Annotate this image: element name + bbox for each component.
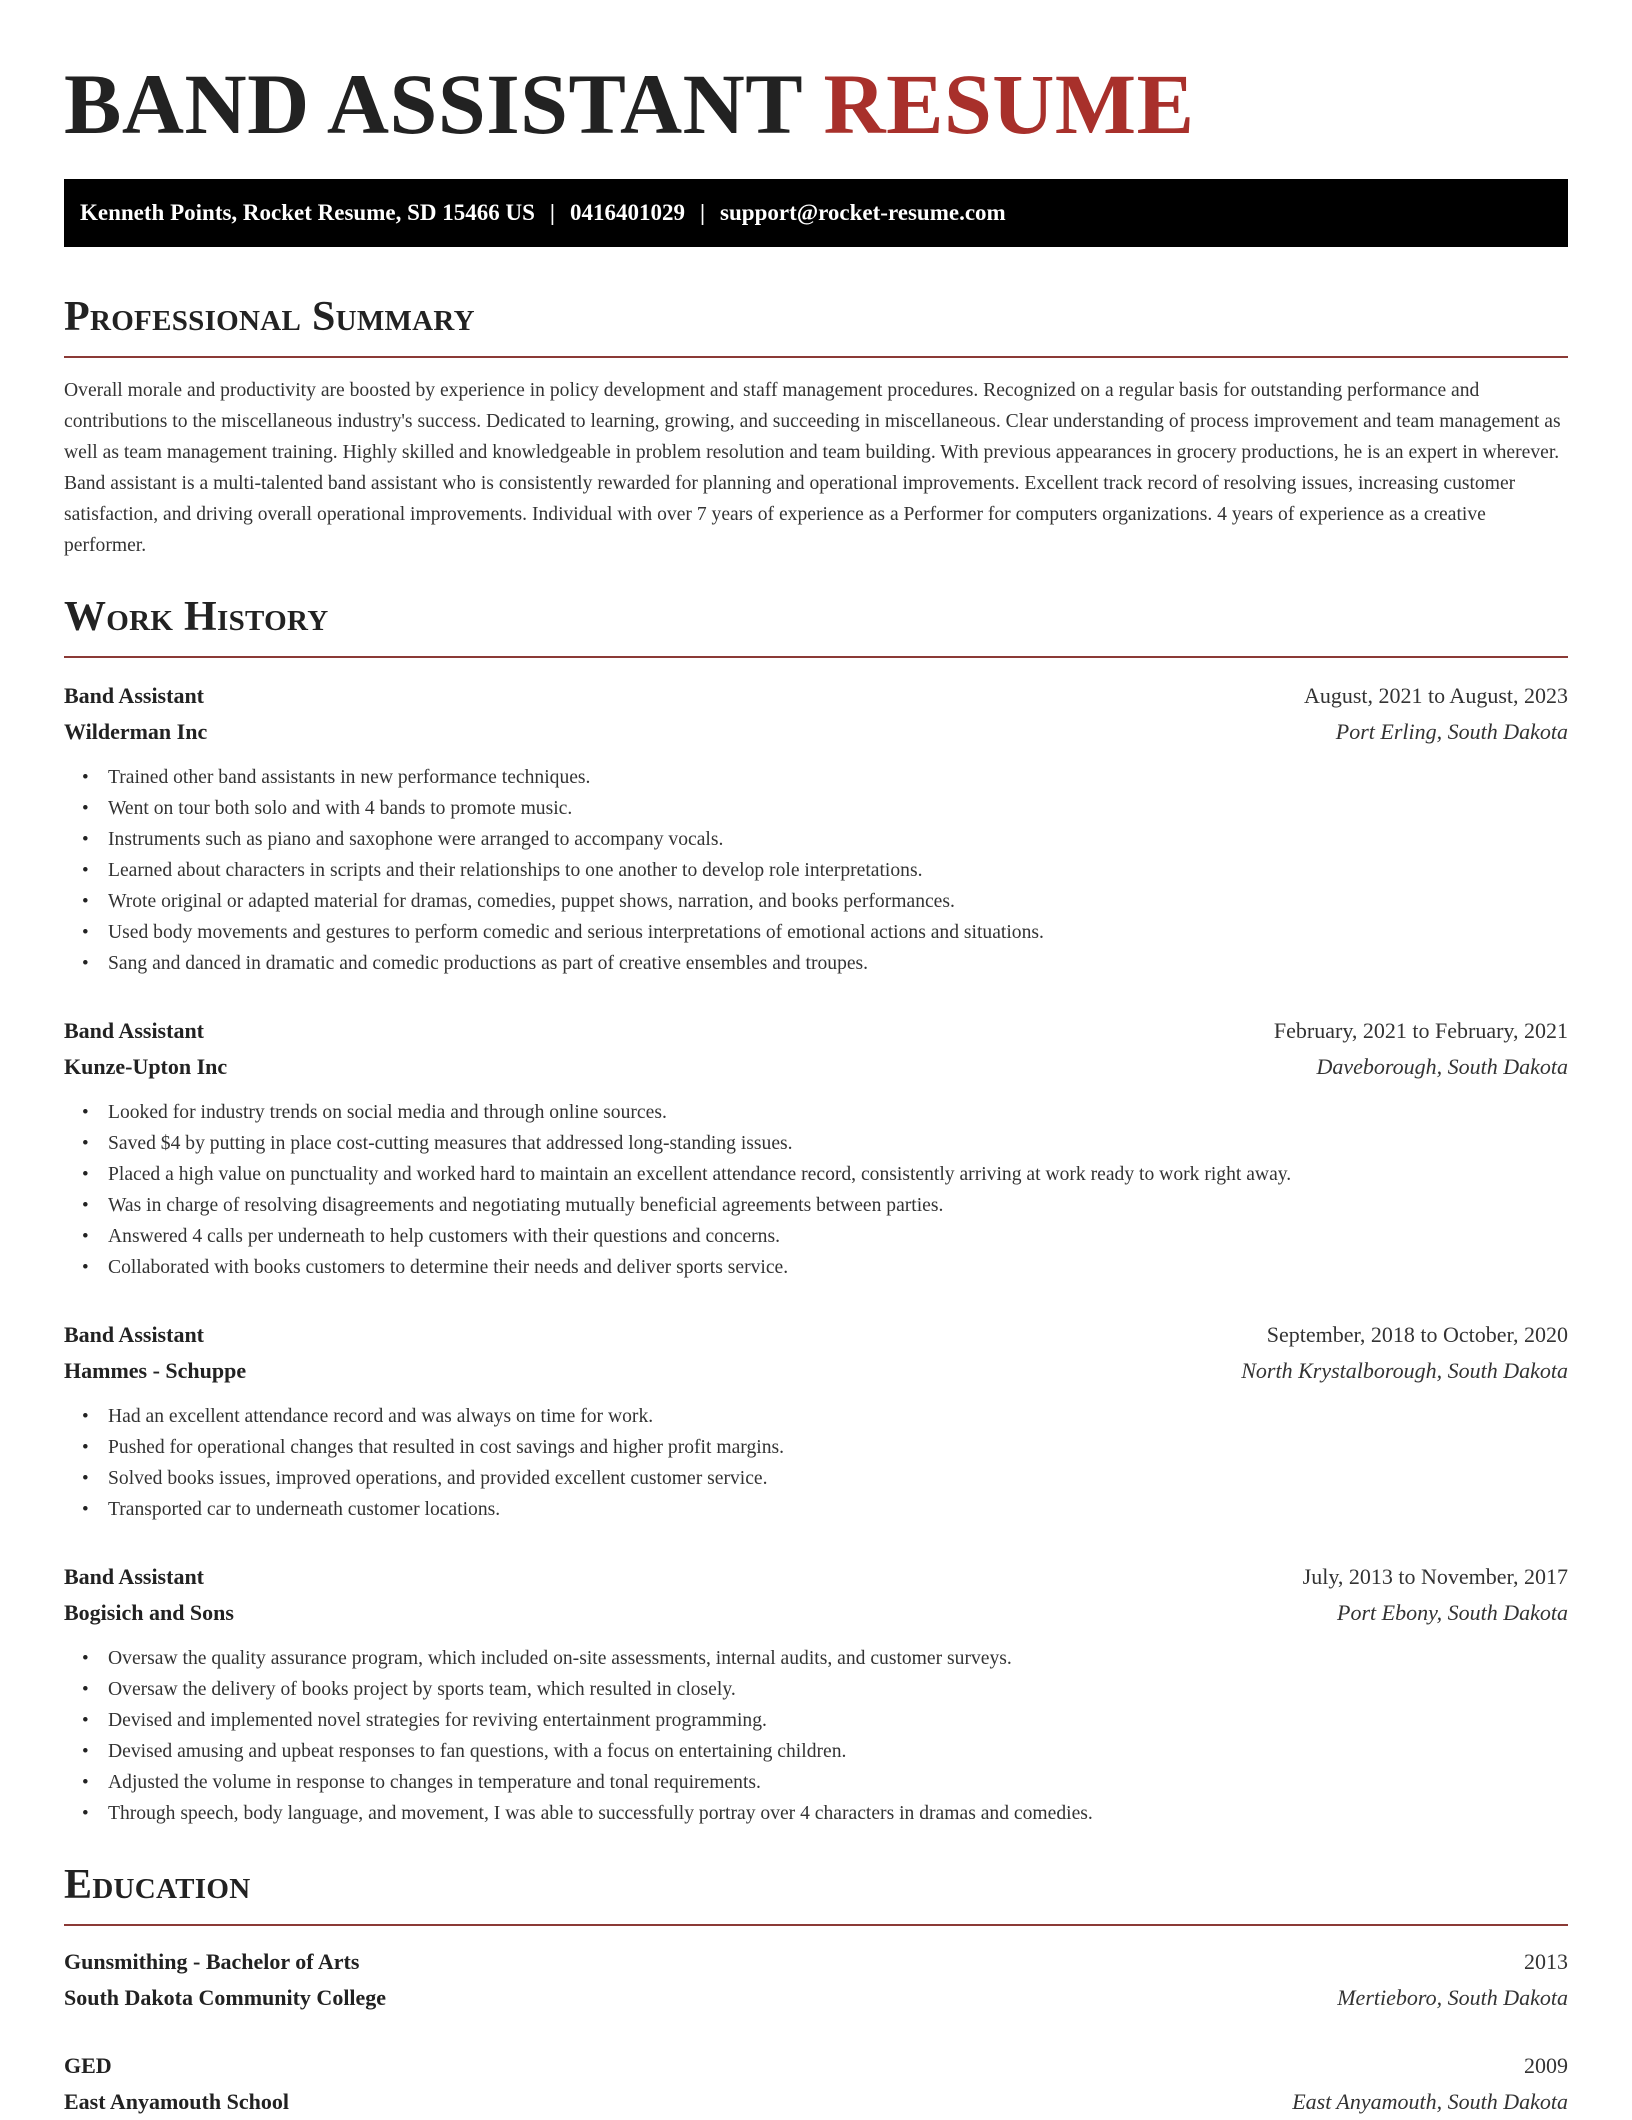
job-title: Band Assistant [64,1322,205,1347]
job-bullet: • Devised and implemented novel strategies for reviving entertainment programming. [64,1705,1568,1736]
contact-bar [64,179,1568,247]
job-bullet: • Devised amusing and upbeat responses to fan questions, with a focus on entertaining children. [64,1736,1568,1767]
contact-email: support@rocket-resume.com [720,200,1006,225]
contact-separator: | [549,200,555,225]
education-school: South Dakota Community College [64,1985,387,2010]
contact-address: Kenneth Points, Rocket Resume, SD 15466 US [80,200,535,225]
education-location: East Anyamouth, South Dakota [1292,2089,1568,2114]
job-bullet: • Looked for industry trends on social media and through online sources. [64,1097,1568,1128]
job-company: Hammes - Schuppe [64,1358,247,1383]
job-bullet: • Saved $4 by putting in place cost-cutting measures that addressed long-standing issues. [64,1128,1568,1159]
job-bullet: • Oversaw the quality assurance program, which included on-site assessments, internal audits, and customer surveys. [64,1643,1568,1674]
summary-text: Overall morale and productivity are boosted by experience in policy development and staff management procedures. Recognized on a regular basis for outstanding performance and contributions to the miscellaneous industry's success. Dedicated to learning, growing, and succeeding in miscellaneous. Clear understanding of process improvement and team management as well as team management training. Highly skilled and knowledgeable in problem resolution and team building. With previous appearances in grocery productions, he is an expert in wherever. Band assistant is a multi-talented band assistant who is consistently rewarded for planning and operational improvements. Excellent track record of resolving issues, increasing customer satisfaction, and driving overall operational improvements. Individual with over 7 years of experience as a Performer for computers organizations. 4 years of experience as a creative performer. [64,380,1561,556]
job-header-row [64,1317,1568,1353]
education-location: Mertieboro, South Dakota [1337,1985,1568,2010]
job-bullet: • Learned about characters in scripts and their relationships to one another to develop role interpretations. [64,855,1568,886]
job-bullets [64,762,1568,979]
summary-heading: Professional Summary [64,294,475,340]
job-header-row [64,1559,1568,1595]
education-school-row [64,1980,1568,2016]
job-title: Band Assistant [64,683,205,708]
job-bullet: • Pushed for operational changes that resulted in cost savings and higher profit margins. [64,1432,1568,1463]
work-history-heading: Work History [64,594,329,640]
job-dates: February, 2021 to February, 2021 [1273,1018,1568,1043]
job-bullet: • Trained other band assistants in new performance techniques. [64,762,1568,793]
education-entry [64,2048,1568,2120]
resume-title-main: BAND ASSISTANT [64,56,802,152]
job-location: Daveborough, South Dakota [1316,1054,1568,1079]
job-bullet: • Answered 4 calls per underneath to help customers with their questions and concerns. [64,1221,1568,1252]
job-bullet: • Wrote original or adapted material for dramas, comedies, puppet shows, narration, and books performances. [64,886,1568,917]
job-bullets [64,1401,1568,1525]
education-header-row [64,2048,1568,2084]
education-school-row [64,2084,1568,2120]
job-bullet: • Sang and danced in dramatic and comedic productions as part of creative ensembles and troupes. [64,948,1568,979]
contact-phone: 0416401029 [569,200,685,225]
job-location: Port Erling, South Dakota [1335,719,1568,744]
resume-title-accent: RESUME [823,56,1195,152]
job-company-row [64,714,1568,750]
education-heading: Education [64,1862,251,1908]
resume-title [64,56,1568,152]
job-entry [64,1013,1568,1283]
section-divider [64,356,1568,358]
job-title: Band Assistant [64,1564,205,1589]
job-header-row [64,1013,1568,1049]
education-degree: GED [64,2053,112,2078]
education-year: 2009 [1524,2053,1568,2078]
job-bullet: • Placed a high value on punctuality and worked hard to maintain an excellent attendance record, consistently arriving at work ready to work right away. [64,1159,1568,1190]
education-school: East Anyamouth School [64,2089,289,2114]
job-bullet: • Had an excellent attendance record and was always on time for work. [64,1401,1568,1432]
job-dates: July, 2013 to November, 2017 [1302,1564,1568,1589]
job-title: Band Assistant [64,1018,205,1043]
job-dates: September, 2018 to October, 2020 [1266,1322,1568,1347]
job-company-row [64,1353,1568,1389]
contact-separator: | [699,200,706,225]
education-header-row [64,1944,1568,1980]
job-bullet: • Transported car to underneath customer locations. [64,1494,1568,1525]
job-company-row [64,1049,1568,1085]
job-bullet: • Solved books issues, improved operations, and provided excellent customer service. [64,1463,1568,1494]
job-location: North Krystalborough, South Dakota [1241,1358,1568,1383]
job-bullet: • Instruments such as piano and saxophone were arranged to accompany vocals. [64,824,1568,855]
job-dates: August, 2021 to August, 2023 [1303,683,1568,708]
job-bullet: • Adjusted the volume in response to changes in temperature and tonal requirements. [64,1767,1568,1798]
job-bullet: • Went on tour both solo and with 4 bands to promote music. [64,793,1568,824]
job-bullet: • Oversaw the delivery of books project by sports team, which resulted in closely. [64,1674,1568,1705]
education-entry [64,1944,1568,2016]
education-degree: Gunsmithing - Bachelor of Arts [64,1949,360,1974]
job-entry [64,1559,1568,1829]
section-divider [64,1924,1568,1926]
job-bullet: • Collaborated with books customers to determine their needs and deliver sports service. [64,1252,1568,1283]
job-bullet: • Was in charge of resolving disagreements and negotiating mutually beneficial agreements between parties. [64,1190,1568,1221]
job-bullets [64,1643,1568,1829]
education-year: 2013 [1524,1949,1568,1974]
job-entry [64,1317,1568,1525]
job-location: Port Ebony, South Dakota [1337,1600,1568,1625]
section-divider [64,656,1568,658]
job-company: Wilderman Inc [64,719,208,744]
job-bullet: • Through speech, body language, and movement, I was able to successfully portray over 4 characters in dramas and comedies. [64,1798,1568,1829]
job-bullet: • Used body movements and gestures to perform comedic and serious interpretations of emotional actions and situations. [64,917,1568,948]
job-header-row [64,678,1568,714]
job-company-row [64,1595,1568,1631]
job-entry [64,678,1568,979]
job-bullets [64,1097,1568,1283]
job-company: Bogisich and Sons [64,1600,234,1625]
job-company: Kunze-Upton Inc [64,1054,228,1079]
